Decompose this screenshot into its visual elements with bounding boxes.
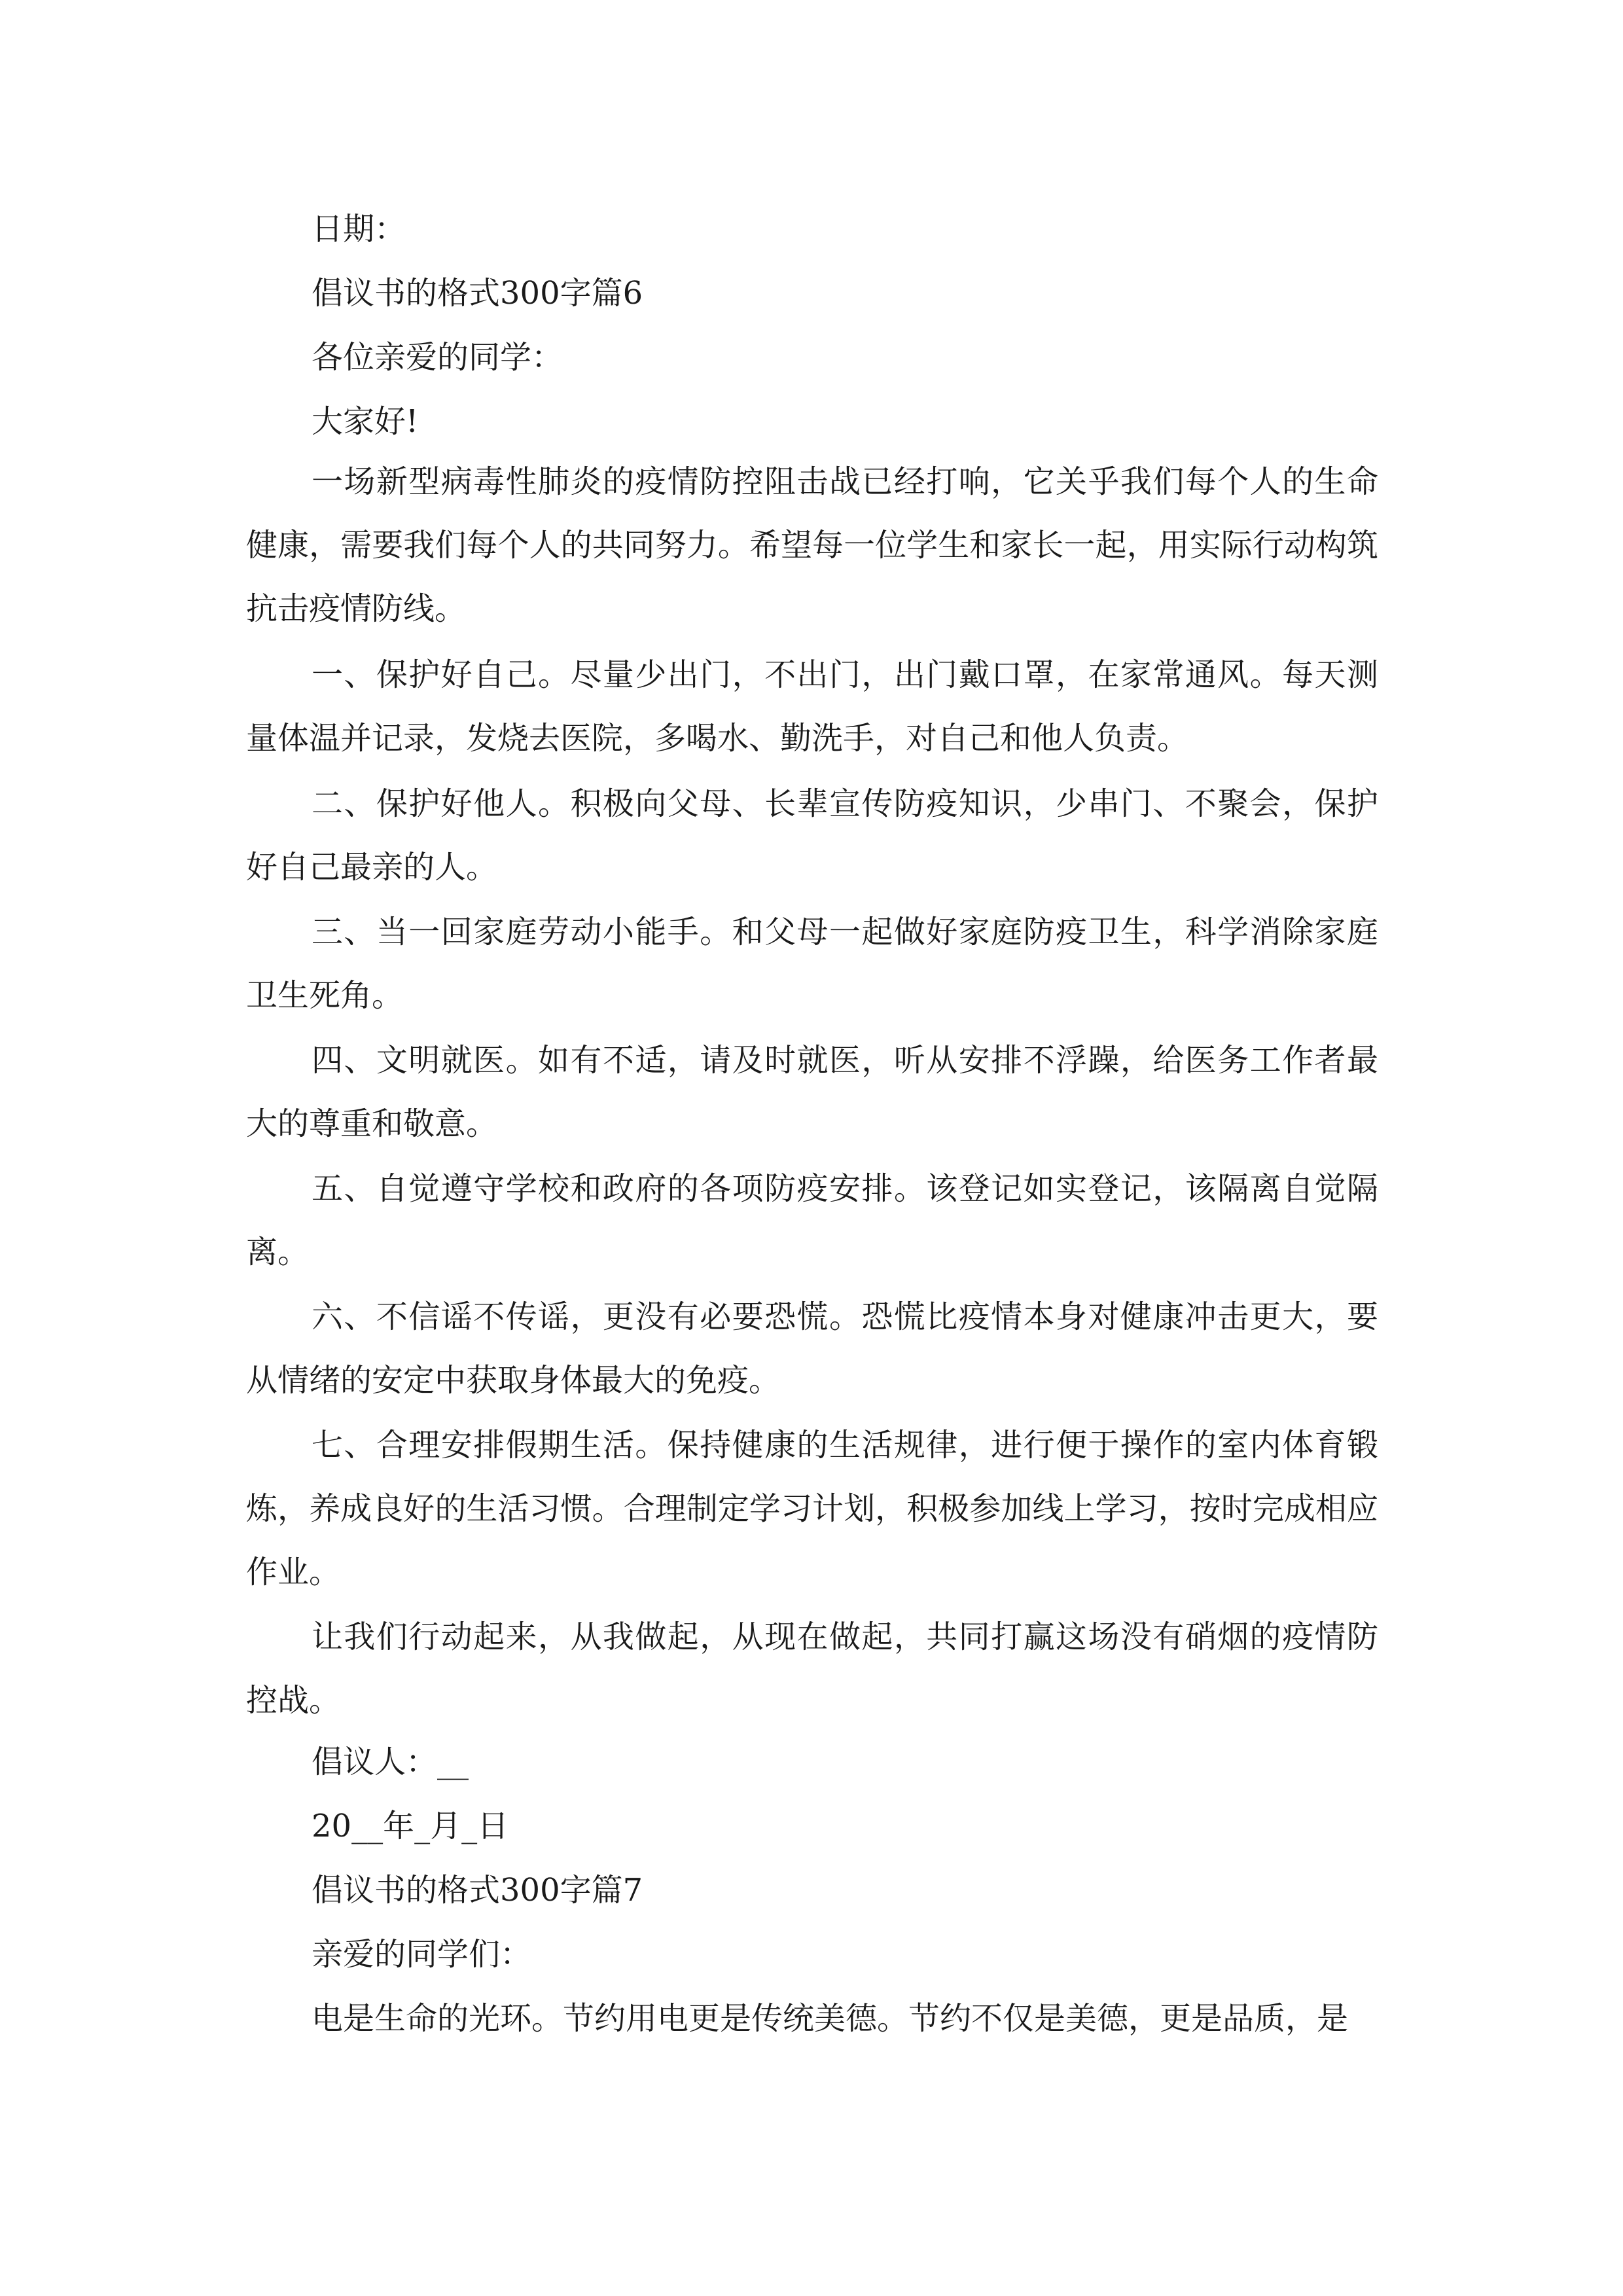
paragraph-7-start: 电是生命的光环。节约用电更是传统美德。节约不仅是美德，更是品质，是 bbox=[312, 2000, 1349, 2037]
date-label: 日期： bbox=[312, 211, 406, 247]
salutation-6: 各位亲爱的同学： bbox=[312, 339, 563, 376]
paragraph-item-3: 三、当一回家庭劳动小能手。和父母一起做好家庭防疫卫生，科学消除家庭卫生死角。 bbox=[246, 914, 1378, 1014]
paragraph-item-4: 四、文明就医。如有不适，请及时就医，听从安排不浮躁，给医务工作者最大的尊重和敬意。 bbox=[246, 1042, 1378, 1142]
paragraph-closing: 让我们行动起来，从我做起，从现在做起，共同打赢这场没有硝烟的疫情防控战。 bbox=[246, 1619, 1378, 1719]
paragraph-item-2: 二、保护好他人。积极向父母、长辈宣传防疫知识，少串门、不聚会，保护好自己最亲的人。 bbox=[246, 785, 1378, 886]
section-heading-7: 倡议书的格式300字篇7 bbox=[312, 1872, 643, 1909]
greeting: 大家好! bbox=[312, 403, 419, 440]
section-heading-6: 倡议书的格式300字篇6 bbox=[312, 275, 643, 312]
paragraph-item-5: 五、自觉遵守学校和政府的各项防疫安排。该登记如实登记，该隔离自觉隔离。 bbox=[246, 1170, 1378, 1270]
paragraph-item-7: 七、合理安排假期生活。保持健康的生活规律，进行便于操作的室内体育锻炼，养成良好的生活习惯。合理制定学习计划，积极参加线上学习，按时完成相应作业。 bbox=[246, 1427, 1378, 1590]
salutation-7: 亲爱的同学们： bbox=[312, 1936, 532, 1973]
paragraph-item-6: 六、不信谣不传谣，更没有必要恐慌。恐慌比疫情本身对健康冲击更大，要从情绪的安定中获取身体最大的免疫。 bbox=[246, 1299, 1378, 1399]
paragraph-intro: 一场新型病毒性肺炎的疫情防控阻击战已经打响，它关乎我们每个人的生命健康，需要我们每个人的共同努力。希望每一位学生和家长一起，用实际行动构筑抗击疫情防线。 bbox=[246, 463, 1378, 627]
signed-date: 20__年_月_日 bbox=[312, 1808, 509, 1844]
signer-line: 倡议人：__ bbox=[312, 1744, 469, 1780]
paragraph-item-1: 一、保护好自己。尽量少出门，不出门，出门戴口罩，在家常通风。每天测量体温并记录，发烧去医院，多喝水、勤洗手，对自己和他人负责。 bbox=[246, 656, 1378, 757]
